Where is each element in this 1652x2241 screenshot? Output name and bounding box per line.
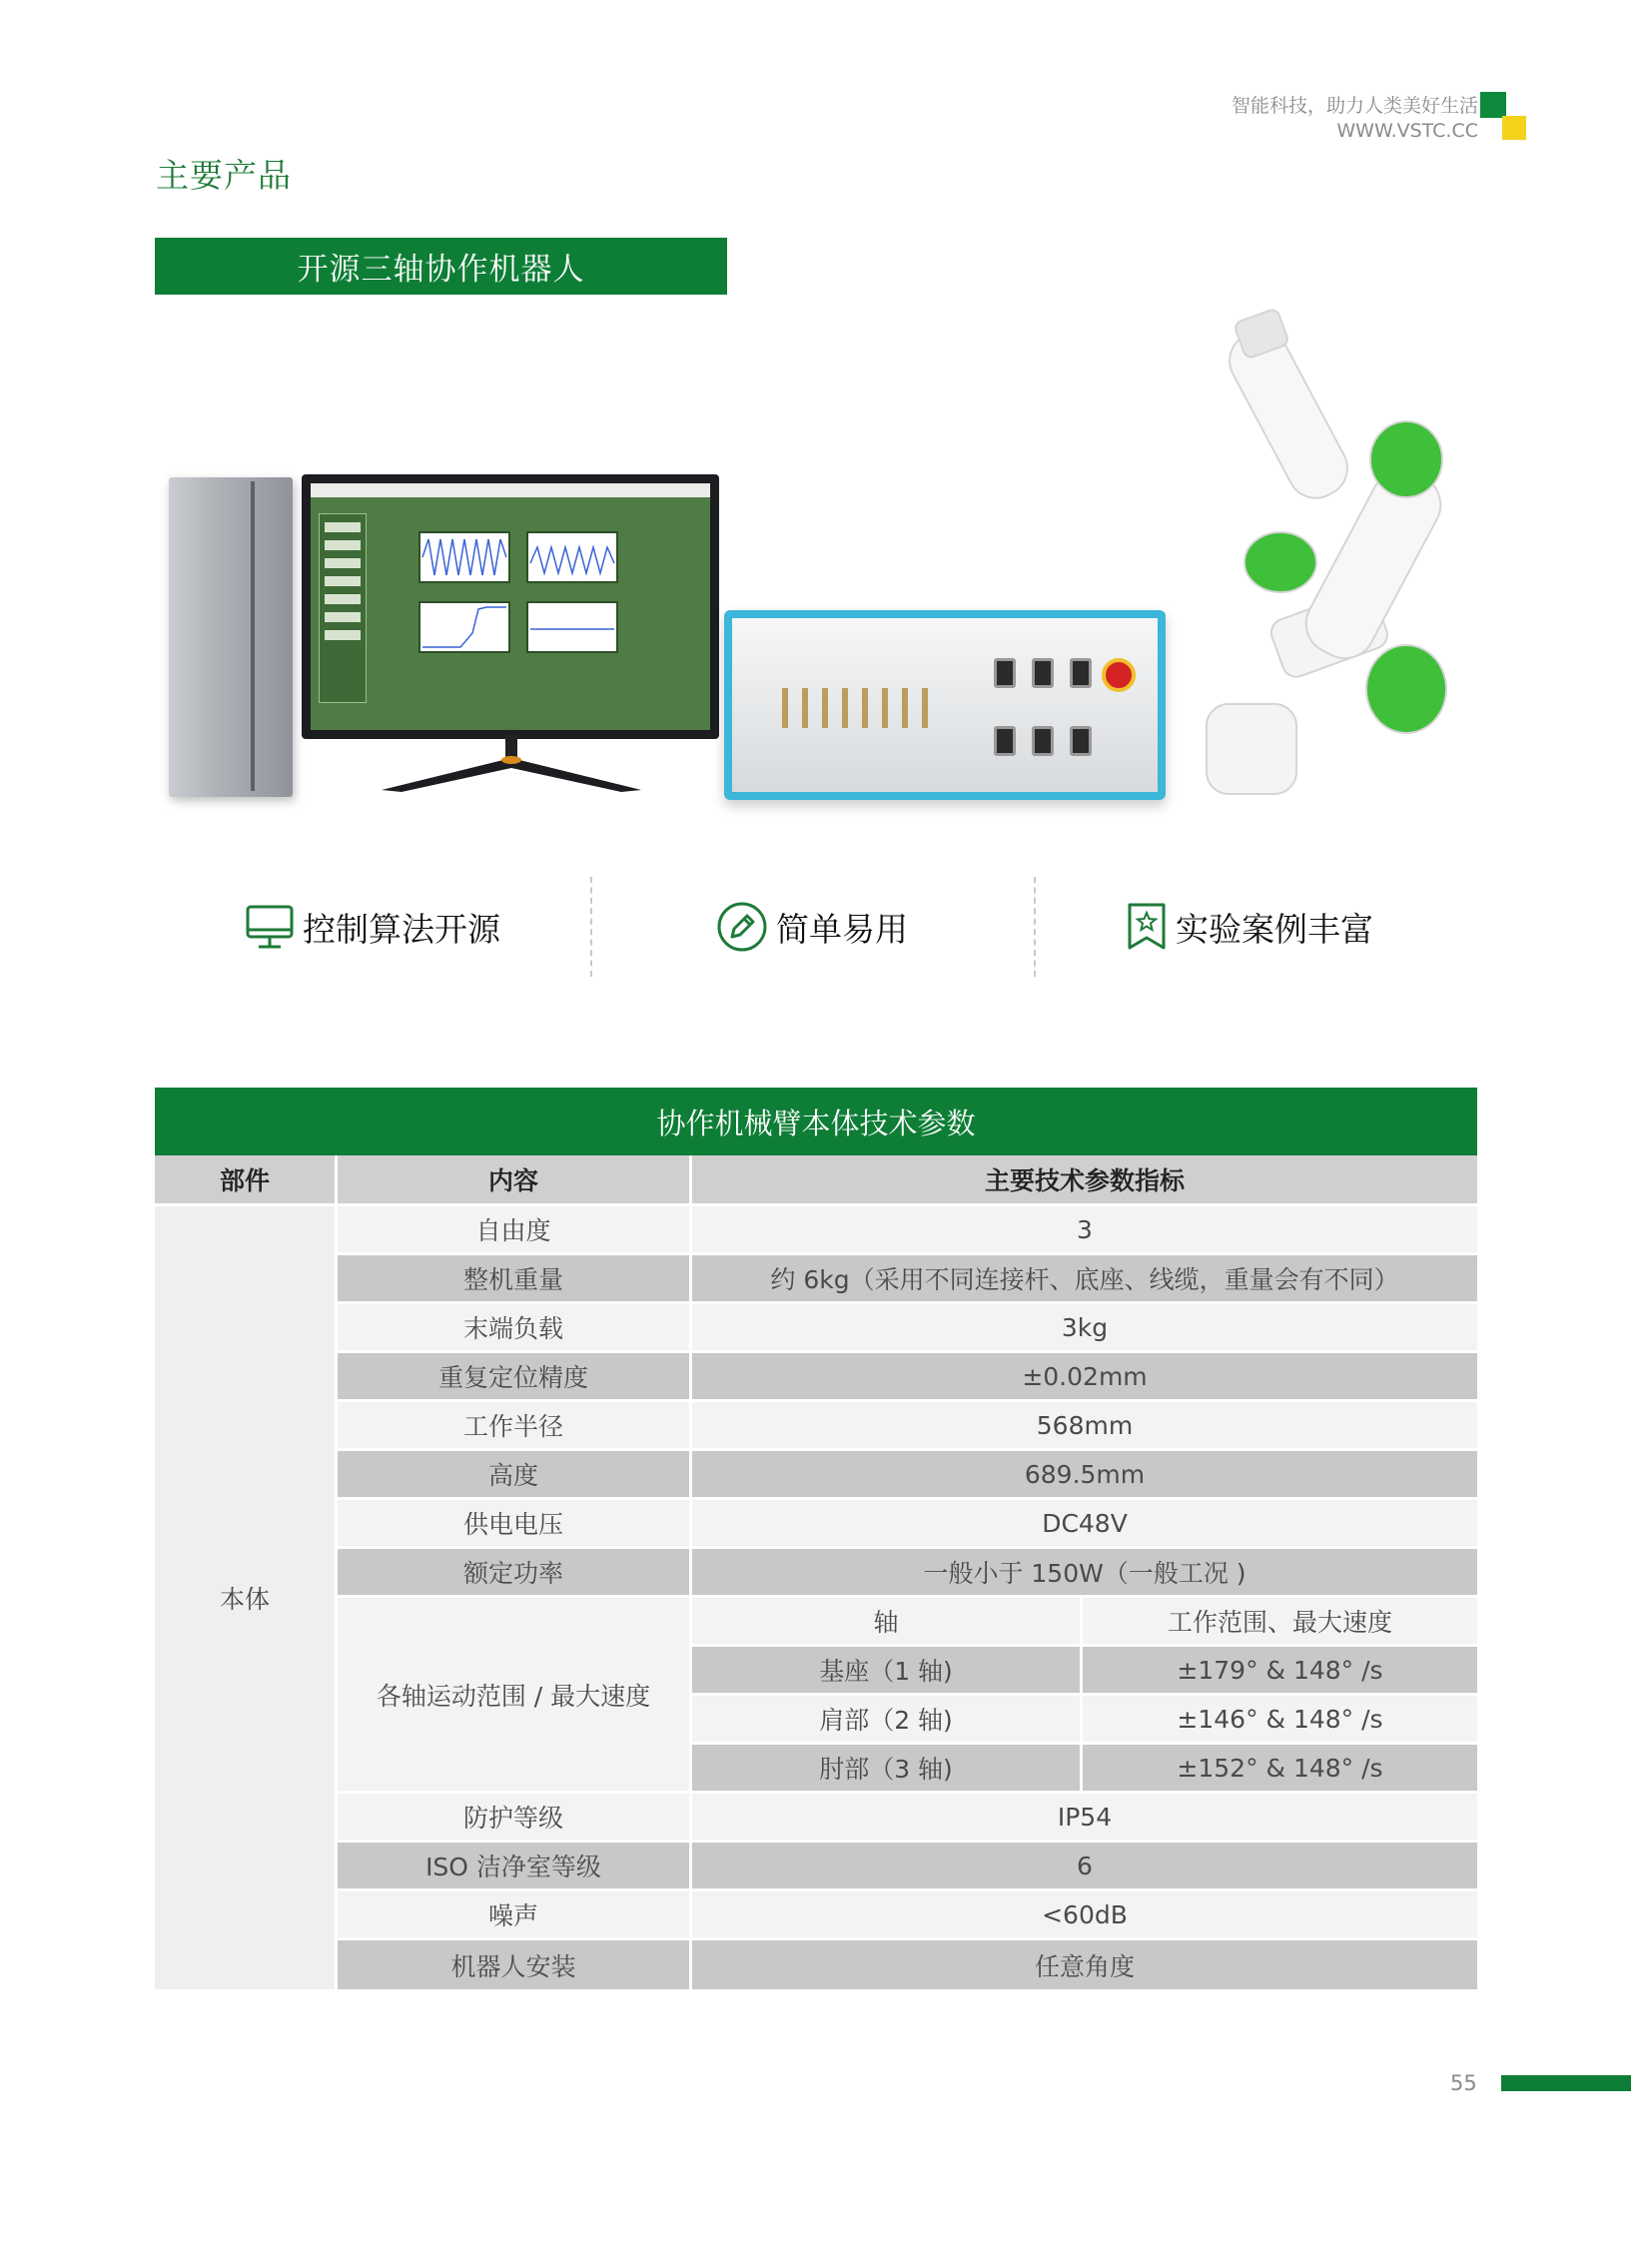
- feature-label: 控制算法开源: [303, 909, 500, 949]
- robot-arm-image: [1179, 305, 1498, 824]
- pc-tower-image: [169, 477, 293, 797]
- row-item: 末端负载: [338, 1304, 689, 1350]
- website-text: WWW.VSTC.CC: [1336, 120, 1478, 142]
- axis-subheader: 工作范围、最大速度: [1083, 1598, 1477, 1644]
- monitor-image: [302, 474, 719, 739]
- axis-subheader: 轴: [692, 1598, 1080, 1644]
- row-value: DC48V: [692, 1500, 1477, 1546]
- pencil-circle-icon: [716, 901, 768, 953]
- axis-range: ±146° & 148° /s: [1083, 1696, 1477, 1742]
- row-value: 3: [692, 1206, 1477, 1252]
- control-cabinet-image: [724, 610, 1166, 800]
- feature-item: [716, 877, 908, 977]
- spec-table-grid: [155, 1155, 1477, 1989]
- row-value: 6: [692, 1843, 1477, 1888]
- row-value: 689.5mm: [692, 1451, 1477, 1497]
- row-item: 整机重量: [338, 1255, 689, 1301]
- monitor-stand-image: [362, 734, 661, 794]
- feature-divider: [590, 877, 592, 977]
- product-illustration: [155, 305, 1498, 824]
- row-item: 自由度: [338, 1206, 689, 1252]
- slogan-text: 智能科技，助力人类美好生活: [1231, 95, 1478, 117]
- row-item: 高度: [338, 1451, 689, 1497]
- feature-divider: [1034, 877, 1036, 977]
- row-value: 3kg: [692, 1304, 1477, 1350]
- spec-table-title: 协作机械臂本体技术参数: [155, 1088, 1477, 1155]
- axis-range: ±179° & 148° /s: [1083, 1647, 1477, 1693]
- feature-label: 简单易用: [776, 909, 908, 949]
- page-number: 55: [1450, 2071, 1477, 2095]
- row-value: 568mm: [692, 1402, 1477, 1448]
- header-content: 内容: [338, 1155, 689, 1203]
- axis-name: 肩部（2 轴): [692, 1696, 1080, 1742]
- row-item: 噪声: [338, 1891, 689, 1937]
- row-value: <60dB: [692, 1891, 1477, 1937]
- row-item: 重复定位精度: [338, 1353, 689, 1399]
- bookmark-star-icon: [1126, 902, 1168, 952]
- brand-mark-icon: [1480, 92, 1528, 140]
- page-accent-bar: [1501, 2075, 1631, 2091]
- axis-range: ±152° & 148° /s: [1083, 1745, 1477, 1791]
- axis-motion-item: 各轴运动范围 / 最大速度: [338, 1598, 689, 1791]
- header-part: 部件: [155, 1155, 335, 1203]
- row-item: 防护等级: [338, 1794, 689, 1840]
- row-item: 机器人安装: [338, 1940, 689, 1989]
- row-value: 约 6kg（采用不同连接杆、底座、线缆，重量会有不同）: [692, 1255, 1477, 1301]
- header-spec: 主要技术参数指标: [692, 1155, 1477, 1203]
- spec-table: [155, 1088, 1477, 1989]
- feature-item: [245, 877, 500, 977]
- row-item: ISO 洁净室等级: [338, 1843, 689, 1888]
- product-name-banner: 开源三轴协作机器人: [155, 238, 727, 295]
- feature-row: [155, 877, 1493, 977]
- feature-label: 实验案例丰富: [1176, 909, 1373, 949]
- row-value: IP54: [692, 1794, 1477, 1840]
- row-value: 任意角度: [692, 1940, 1477, 1989]
- header-slogan-block: [1232, 94, 1478, 144]
- section-title: 主要产品: [156, 156, 292, 195]
- row-item: 供电电压: [338, 1500, 689, 1546]
- axis-name: 肘部（3 轴): [692, 1745, 1080, 1791]
- feature-item: [1126, 877, 1373, 977]
- part-cell: 本体: [155, 1206, 335, 1989]
- row-item: 额定功率: [338, 1549, 689, 1595]
- row-item: 工作半径: [338, 1402, 689, 1448]
- axis-name: 基座（1 轴): [692, 1647, 1080, 1693]
- row-value: ±0.02mm: [692, 1353, 1477, 1399]
- row-value: 一般小于 150W（一般工况 ): [692, 1549, 1477, 1595]
- monitor-icon: [245, 904, 295, 950]
